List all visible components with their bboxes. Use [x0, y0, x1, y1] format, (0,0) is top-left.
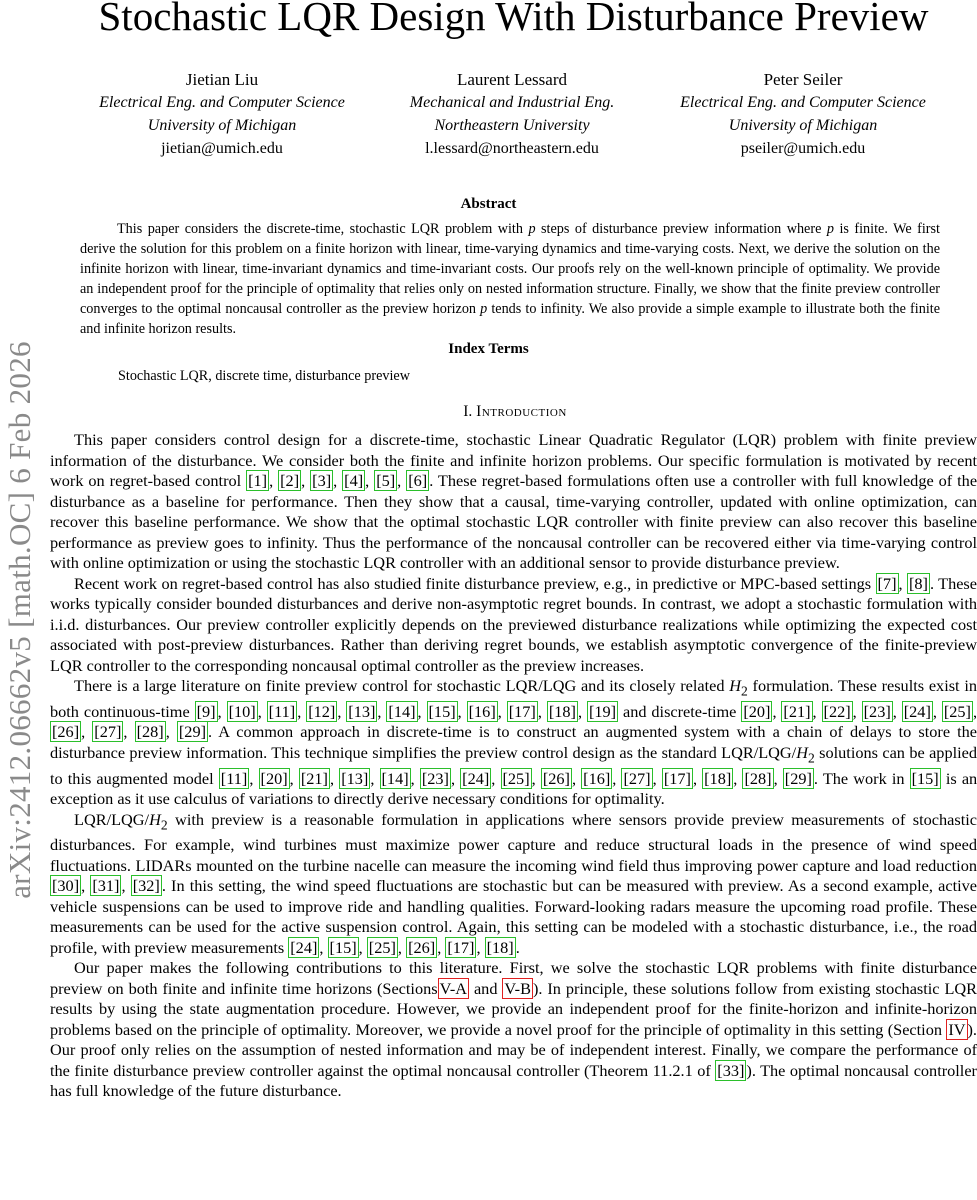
author-institution: Northeastern University [434, 117, 590, 134]
author-name: Peter Seiler [763, 70, 843, 89]
citation-link[interactable]: [13] [341, 768, 369, 788]
citation-link[interactable]: [29] [178, 722, 207, 742]
citation-link[interactable]: [26] [542, 768, 570, 788]
author-2 [357, 68, 667, 160]
index-terms: Stochastic LQR, discrete time, disturbance preview [118, 368, 410, 384]
citation-link[interactable]: [17] [447, 937, 475, 957]
citation-link[interactable]: [20] [743, 701, 771, 721]
arxiv-identifier [0, 300, 40, 940]
citation-link[interactable]: [10] [228, 701, 256, 721]
citation-link[interactable]: [33] [717, 1060, 745, 1080]
math-symbol: H [796, 742, 808, 762]
section-number: I. [463, 403, 473, 420]
citation-link[interactable]: [26] [52, 722, 80, 742]
citation-link[interactable]: [11] [268, 701, 296, 721]
section-title: Introduction [476, 403, 567, 420]
section-heading [0, 403, 977, 421]
author-3 [648, 68, 958, 160]
author-email[interactable]: l.lessard@northeastern.edu [425, 140, 599, 157]
citation-link[interactable]: [3] [312, 471, 332, 490]
citation-link[interactable]: [28] [136, 722, 164, 742]
author-name: Laurent Lessard [457, 70, 567, 89]
author-email[interactable]: jietian@umich.edu [161, 140, 283, 157]
citation-link[interactable]: [5] [376, 471, 396, 490]
citation-link[interactable]: [19] [588, 701, 617, 721]
citation-link[interactable]: [26] [408, 937, 436, 957]
math-variable: p [528, 221, 536, 237]
author-name: Jietian Liu [185, 70, 259, 89]
citation-link[interactable]: [18] [704, 768, 732, 788]
citation-link[interactable]: [9] [196, 701, 216, 721]
citation-link[interactable]: [15] [911, 768, 939, 788]
math-variable: p [480, 301, 488, 317]
citation-link[interactable]: [17] [663, 768, 691, 788]
citation-link[interactable]: [15] [428, 701, 456, 721]
math-symbol: H [149, 809, 161, 829]
citation-link[interactable]: [21] [300, 768, 328, 788]
citation-link[interactable]: [23] [421, 768, 449, 788]
citation-link[interactable]: [14] [388, 701, 416, 721]
citation-link[interactable]: [30] [52, 876, 80, 896]
abstract-heading: Abstract [460, 196, 517, 212]
citation-link[interactable]: [25] [943, 701, 971, 721]
math-subscript: 2 [160, 816, 168, 832]
citation-link[interactable]: [31] [92, 876, 120, 896]
citation-link[interactable]: [2] [280, 471, 300, 490]
paragraph: Recent work on regret-based control has also studied finite disturbance preview, e.g., in predictive or MPC-based settings [7] , [8] . These works typically consider bounded disturbances and derive non-asymptotic regret bounds. In contrast, we adopt a stochastic formulation with i.i.d. disturbances. Our preview controller explicitly depends on the previewed disturbance realizations while optimizing the expected cost associated with post-preview disturbances. Rather than deriving regret bounds, we establish asymptotic convergence of the finite-preview LQR controller to the corresponding noncausal optimal controller as the preview increases. [50, 573, 977, 675]
author-1 [67, 68, 377, 160]
citation-link[interactable]: [24] [903, 701, 931, 721]
section-reference-link[interactable]: V-B [504, 978, 531, 998]
paragraph: This paper considers control design for a discrete-time, stochastic Linear Quadratic Regulator (LQR) problem with finite preview information of the disturbance. We consider both the finite and infinite horizon problems. Our specific formulation is motivated by recent work on regret-based control [1] , [2] , [3] , [4] , [5] , [6] . These regret-based formulations often use a controller with full knowledge of the disturbance as a baseline for performance. Then they show that a causal, time-varying controller, updated with online optimization, can recover this baseline performance. We show that the optimal stochastic LQR controller with finite preview can also recover this baseline performance as preview goes to infinity. Thus the performance of the noncausal controller can be recovered either via time-varying control with online optimization or using the stochastic LQR controller with an additional sensor to provide disturbance preview. [50, 430, 977, 572]
section-reference-link[interactable]: V-A [439, 978, 468, 998]
author-department: Mechanical and Industrial Eng. [409, 94, 615, 111]
citation-link[interactable]: [18] [548, 701, 576, 721]
paper-title: Stochastic LQR Design With Disturbance Preview [98, 0, 929, 39]
citation-link[interactable]: [27] [94, 722, 122, 742]
author-institution: University of Michigan [728, 117, 878, 134]
index-terms-heading: Index Terms [448, 341, 529, 357]
math-symbol: H [729, 676, 742, 695]
citation-link[interactable]: [25] [368, 937, 396, 957]
citation-link[interactable]: [4] [344, 471, 364, 490]
citation-link[interactable]: [8] [908, 573, 928, 593]
author-institution: University of Michigan [147, 117, 297, 134]
citation-link[interactable]: [21] [783, 701, 811, 721]
citation-link[interactable]: [16] [583, 768, 611, 788]
paragraph: LQR/$LQG/H_2$ with preview is a reasonable formulation in applications where sensors provide preview measurements of stochastic disturbances. For example, wind turbines must maximize power capture and reduce structural loads in the presence of wind speed fluctuations. LIDARs mounted on the turbine nacelle can measure the incoming wind field thus improving power capture and load reduction [30] , [31] , [32] . In this setting, the wind speed fluctuations are stochastic but can be measured with preview. As a second example, active vehicle suspensions can be used to improve ride and handling qualities. Forward-looking radars measure the upcoming road profile. These measurements can be used for the active suspension control. Again, this setting can be modeled with a stochastic disturbance, i.e., the road profile, with preview measurements [24] , [15] , [25] , [26] , [17] , [18] . [50, 809, 977, 957]
abstract-text: This paper considers the discrete-time, stochastic LQR problem with p steps of disturbance preview information where p is finite. We first derive the solution for this problem on a finite horizon with linear, time-varying dynamics and time-varying costs. Next, we derive the solution on the infinite horizon with linear, time-invariant dynamics and time-invariant costs. Our proofs rely on the well-known principle of optimality. We provide an independent proof for the principle of optimality that relies only on nested information structure. Finally, we show that the finite preview controller converges to the optimal noncausal controller as the preview horizon p tends to infinity. We also provide a simple example to illustrate both the finite and infinite horizon results. [80, 221, 940, 337]
citation-link[interactable]: [32] [132, 876, 160, 896]
paragraph: There is a large literature on finite preview control for stochastic LQR/LQG and its closely related $H_2$ formulation. These results exist in both continuous-time [9] , [10] , [11] , [12] , [13] , [14] , [15] , [16] , [17] , [18] , [19] and discrete-time [20] , [21] , [22] , [23] , [24] , [25] , [26] , [27] , [28] , [29] . A common approach in discrete-time is to construct an augmented system with a chain of delays to store the disturbance preview information. This technique simplifies the preview control design as the standard LQR/$LQG/H_2$ solutions can be applied to this augmented model [11] , [20] , [21] , [13] , [14] , [23] , [24] , [25] , [26] , [16] , [27] , [17] , [18] , [28] , [29] . The work in [15] is an exception as it use calculus of variations to directly derive necessary conditions for optimality. [50, 676, 977, 808]
citation-link[interactable]: [1] [248, 471, 268, 490]
citation-link[interactable]: [25] [502, 768, 530, 788]
author-department: Electrical Eng. and Computer Science [680, 94, 926, 111]
citation-link[interactable]: [24] [290, 937, 318, 957]
math-subscript: 2 [807, 750, 815, 765]
citation-link[interactable]: [11] [220, 768, 248, 788]
citation-link[interactable]: [22] [823, 701, 851, 721]
citation-link[interactable]: [14] [381, 768, 409, 788]
introduction-body [50, 430, 977, 1102]
citation-link[interactable]: [7] [877, 573, 897, 593]
citation-link[interactable]: [16] [468, 701, 496, 721]
citation-link[interactable]: [6] [408, 471, 428, 490]
citation-link[interactable]: [20] [260, 768, 288, 788]
citation-link[interactable]: [23] [863, 701, 891, 721]
citation-link[interactable]: [28] [744, 768, 772, 788]
citation-link[interactable]: [27] [623, 768, 651, 788]
author-department: Electrical Eng. and Computer Science [99, 94, 345, 111]
author-block [0, 68, 977, 158]
citation-link[interactable]: [17] [508, 701, 536, 721]
citation-link[interactable]: [12] [308, 701, 336, 721]
math-subscript: 2 [741, 683, 748, 699]
citation-link[interactable]: [13] [348, 701, 376, 721]
citation-link[interactable]: [18] [486, 937, 514, 957]
section-reference-link[interactable]: IV [948, 1019, 966, 1039]
citation-link[interactable]: [29] [784, 768, 812, 788]
math-variable: p [826, 221, 834, 237]
author-email[interactable]: pseiler@umich.edu [740, 140, 866, 157]
citation-link[interactable]: [15] [329, 937, 357, 957]
citation-link[interactable]: [24] [462, 768, 490, 788]
paragraph: Our paper makes the following contributions to this literature. First, we solve the stochastic LQR problems with finite disturbance preview on both finite and infinite time horizons (Sections V-A and V-B ). In principle, these solutions follow from existing stochastic LQR results by using the state augmentation procedure. However, we provide an independent proof for the finite-horizon and infinite-horizon problems based on the principle of optimality. Moreover, we provide a novel proof for the principle of optimality in this setting (Section IV ). Our proof only relies on the assumption of nested information and may be of independent interest. Finally, we compare the performance of the finite disturbance preview controller against the optimal noncausal controller (Theorem 11.2.1 of [33] ). The optimal noncausal controller has full knowledge of the future disturbance. [50, 958, 977, 1101]
arxiv-id-text: arXiv:2412.06662v5 [math.OC] 6 Feb 2026 [2, 341, 37, 899]
